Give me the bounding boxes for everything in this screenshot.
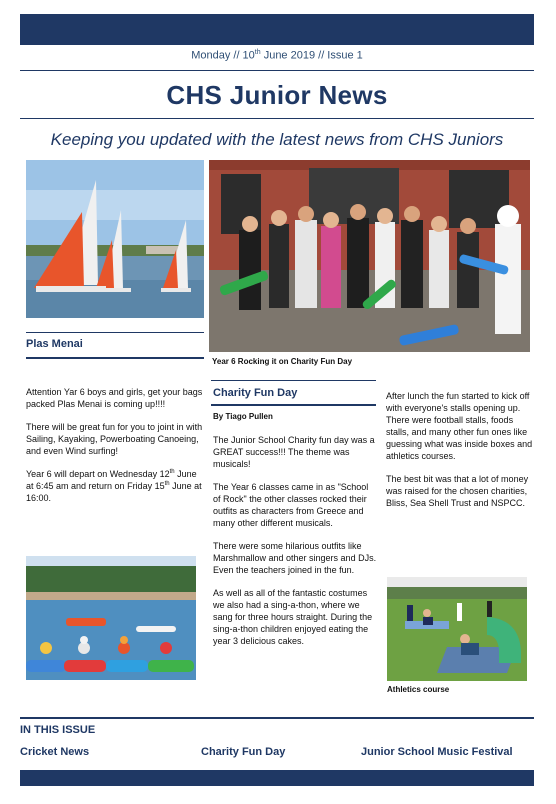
- issue-link-music-festival[interactable]: Junior School Music Festival: [361, 746, 513, 758]
- plas-menai-rule-bottom: [26, 357, 204, 359]
- footer-divider: [20, 717, 534, 719]
- charity-paragraph: There were some hilarious outfits like Marshmallow and other singers and DJs. Even the teachers joined in the fun.: [213, 541, 377, 575]
- header-divider-bottom: [20, 118, 534, 119]
- plas-menai-paragraph: Attention Yar 6 boys and girls, get your bags packed Plas Menai is coming up!!!!: [26, 387, 203, 409]
- date-line: Monday // 10th June 2019 // Issue 1: [191, 49, 363, 62]
- plas-menai-rule-top: [26, 332, 204, 333]
- charity-paragraph: After lunch the fun started to kick off with everyone's stalls opening up. There were football stalls, foods stalls, and many other fun ones like guessing what was inside boxes and athletics courses.: [386, 391, 533, 461]
- kayaking-photo: [26, 556, 196, 680]
- bottom-banner-bar: [20, 770, 534, 786]
- plas-menai-paragraph: There will be great fun for you to joint in with Sailing, Kayaking, Powerboating Canoeing, and even Wind surfing!: [26, 422, 203, 456]
- charity-fun-day-photo: [209, 160, 530, 352]
- charity-photo-caption: Year 6 Rocking it on Charity Fun Day: [212, 357, 353, 366]
- charity-paragraph: As well as all of the fantastic costumes we also had a sing-a-thon, where we sang for three hours straight. During the sing-a-thon children enjoyed eating the year 3 delicious cakes.: [213, 588, 373, 646]
- plas-menai-heading: Plas Menai: [26, 338, 83, 350]
- charity-rule-bottom: [211, 404, 376, 406]
- charity-paragraph: The best bit was that a lot of money was raised for the chosen charities, Bliss, Sea Shell Trust and NSPCC.: [386, 474, 529, 508]
- plas-menai-article: [26, 386, 206, 515]
- issue-link-charity-fun-day[interactable]: Charity Fun Day: [201, 746, 286, 758]
- charity-article-column-1: [213, 434, 378, 658]
- charity-fun-day-heading: Charity Fun Day: [213, 387, 298, 399]
- charity-paragraph: The Junior School Charity fun day was a GREAT success!!! The theme was musicals!: [213, 435, 375, 469]
- charity-byline: By Tiago Pullen: [213, 412, 273, 421]
- charity-article-column-2: [386, 390, 534, 520]
- sailing-photo: [26, 160, 204, 318]
- tagline: Keeping you updated with the latest news from CHS Juniors: [50, 130, 504, 149]
- in-this-issue-label: IN THIS ISSUE: [20, 724, 96, 736]
- athletics-photo-caption: Athletics course: [387, 685, 450, 694]
- athletics-course-photo: [387, 577, 527, 681]
- top-banner-bar: [20, 14, 534, 45]
- header-divider-top: [20, 70, 534, 71]
- plas-menai-departure: Year 6 will depart on Wednesday 12th June at 6:45 am and return on Friday 15th June at 16:00.: [26, 469, 202, 503]
- newsletter-title: CHS Junior News: [166, 80, 388, 110]
- issue-link-cricket-news[interactable]: Cricket News: [20, 746, 90, 758]
- charity-paragraph: The Year 6 classes came in as "School of Rock" the other classes rocked their outfits as characters from Greece and many other different musicals.: [213, 482, 369, 528]
- charity-rule-top: [211, 380, 376, 381]
